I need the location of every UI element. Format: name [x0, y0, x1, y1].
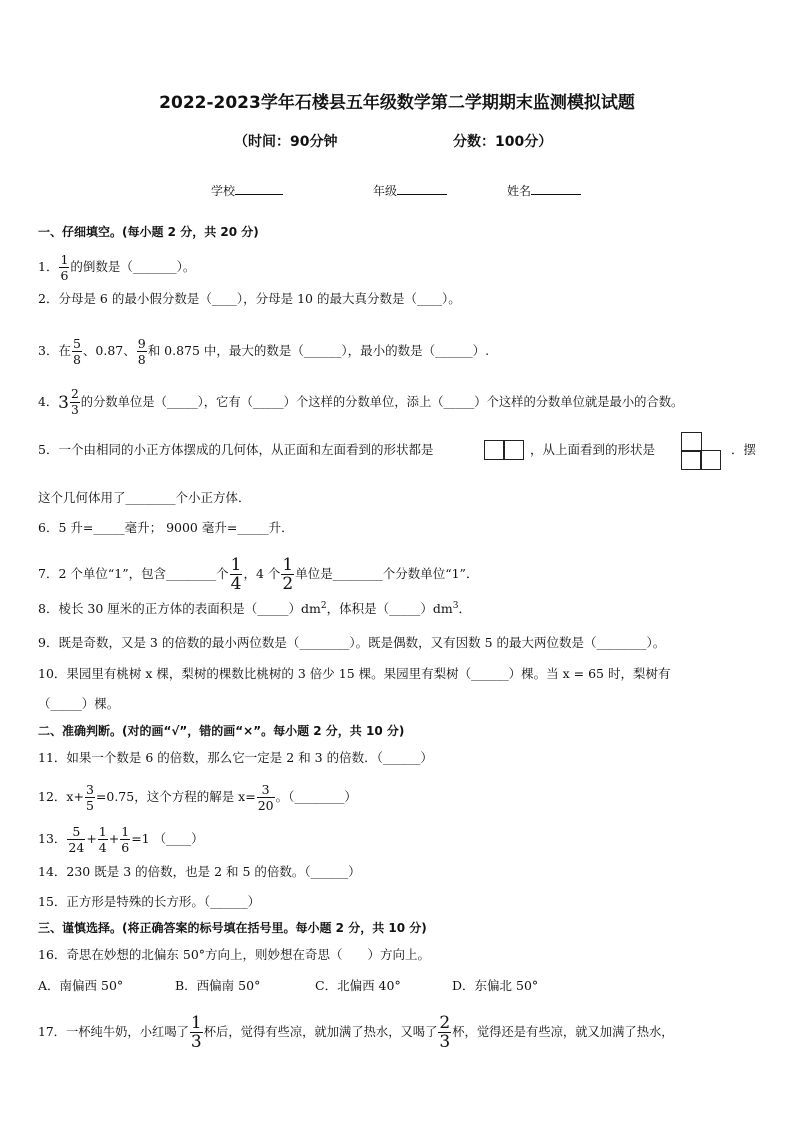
fraction: [70, 387, 80, 418]
question-7: [38, 556, 478, 593]
denominator: 6: [121, 840, 130, 855]
exponent: 3: [452, 601, 459, 611]
grade-blank[interactable]: [397, 182, 447, 195]
option-b[interactable]: B．西偏南 50°: [175, 978, 261, 993]
denominator: 3: [439, 1032, 451, 1052]
denominator: 5: [85, 798, 94, 813]
name-blank[interactable]: [531, 182, 581, 195]
question-8: [38, 596, 471, 619]
fraction: [67, 824, 85, 855]
fraction: [120, 824, 130, 855]
fraction: [230, 556, 243, 593]
question-5-end: ．摆: [731, 442, 757, 457]
operator: +: [86, 831, 97, 846]
option-d[interactable]: D．东偏北 50°: [452, 978, 539, 993]
front-view-figure: [484, 440, 524, 460]
numerator: 1: [98, 824, 107, 839]
exam-time: （时间：90分钟: [234, 134, 338, 150]
denominator: 2: [282, 574, 294, 594]
fraction: [190, 1014, 203, 1051]
question-5-line2: 这个几何体用了________个小正方体．: [38, 490, 251, 505]
question-text: 5．一个由相同的小正方体摆成的几何体，从正面和左面看到的形状都是: [38, 442, 434, 457]
question-number: 4．: [38, 395, 59, 409]
section-heading: 三、谨慎选择。(将正确答案的标号填在括号里。每小题 2 分，共 10 分): [38, 921, 427, 935]
question-5-line1: [38, 440, 433, 460]
question-text: ．: [458, 601, 472, 617]
question-3: [38, 336, 489, 367]
question-number: 1．: [38, 259, 59, 274]
numerator: 2: [70, 387, 79, 401]
fraction: [137, 336, 147, 367]
question-12: [38, 782, 357, 813]
question-14: 14．230 既是 3 的倍数，也是 2 和 5 的倍数。（______）: [38, 864, 361, 879]
question-13: [38, 824, 204, 855]
question-11: 11．如果一个数是 6 的倍数，那么它一定是 2 和 3 的倍数．（______）: [38, 750, 433, 765]
question-2: 2．分母是 6 的最小假分数是（____），分母是 10 的最大真分数是（____）。: [38, 291, 461, 306]
fraction: [98, 824, 108, 855]
exponent: 2: [320, 601, 327, 611]
school-label: 学校: [211, 184, 236, 198]
grade-field: [373, 182, 447, 199]
numerator: 5: [67, 824, 85, 840]
school-field: [211, 182, 283, 199]
fraction: [59, 252, 69, 283]
question-text: ，体积是（_____）dm: [326, 601, 453, 617]
question-number: 13．: [38, 831, 67, 846]
page-title: 2022-2023学年石楼县五年级数学第二学期期末监测模拟试题: [159, 93, 635, 113]
denominator: 4: [98, 840, 107, 855]
question-10-line2: （_____）棵。: [38, 696, 120, 711]
question-15: 15．正方形是特殊的长方形。（______）: [38, 894, 261, 909]
exam-score: 分数：100分）: [453, 134, 553, 150]
question-9: 9．既是奇数，又是 3 的倍数的最小两位数是（________）。既是偶数，又有因数 5 的最大两位数是（________）。: [38, 635, 666, 650]
numerator: 9: [137, 336, 146, 351]
question-text: =0.75，这个方程的解是 x=: [95, 789, 256, 804]
top-view-figure: [681, 432, 721, 470]
numerator: 2: [439, 1013, 451, 1033]
question-text: ，4 个: [243, 566, 281, 581]
denominator: 8: [137, 352, 146, 367]
section-heading: 一、仔细填空。(每小题 2 分，共 20 分): [38, 225, 259, 239]
question-text: 和 0.875 中，最大的数是（______），最小的数是（______）.: [147, 343, 490, 358]
question-text: 。（________）: [275, 789, 357, 804]
mixed-whole: 3: [58, 392, 69, 413]
denominator: 6: [60, 268, 69, 283]
question-text: 、0.87、: [82, 343, 136, 358]
question-text: =1 （____）: [131, 831, 204, 846]
numerator: 1: [282, 555, 294, 575]
numerator: 3: [257, 782, 275, 798]
question-text: 17．一杯纯牛奶，小红喝了: [38, 1025, 189, 1039]
denominator: 8: [72, 352, 81, 367]
fraction: [281, 556, 294, 593]
denominator: 3: [70, 403, 79, 417]
name-label: 姓名: [507, 184, 532, 198]
fraction: [85, 782, 95, 813]
school-blank[interactable]: [235, 182, 283, 195]
question-text: 杯，觉得还是有些凉，就又加满了热水，: [452, 1025, 674, 1039]
numerator: 1: [230, 555, 242, 575]
operator: +: [108, 831, 120, 846]
numerator: 1: [121, 824, 130, 839]
question-10-line1: 10．果园里有桃树 x 棵，梨树的棵数比桃树的 3 倍少 15 棵。果园里有梨树（______）棵。当 x = 65 时，梨树有: [38, 666, 671, 681]
denominator: 20: [257, 798, 274, 813]
question-text: 8．棱长 30 厘米的正方体的表面积是（_____）dm: [38, 601, 321, 617]
fraction: [257, 782, 275, 813]
question-text: 12．x+: [38, 789, 84, 804]
grade-label: 年级: [373, 184, 398, 198]
question-text: 7．2 个单位“1”，包含________个: [38, 566, 229, 581]
question-4: [38, 387, 683, 418]
section-heading: 二、准确判断。(对的画“√”，错的画“×”。每小题 2 分，共 10 分): [38, 724, 405, 738]
question-text: 单位是________个分数单位“1”．: [295, 566, 479, 581]
name-field: [507, 182, 581, 199]
question-16: 16．奇思在妙想的北偏东 50°方向上，则妙想在奇思（ ）方向上。: [38, 947, 431, 962]
question-number: 3．在: [38, 343, 71, 358]
question-5-mid: ，从上面看到的形状是: [530, 442, 656, 457]
option-c[interactable]: C．北偏西 40°: [315, 978, 401, 993]
option-a[interactable]: A．南偏西 50°: [38, 978, 124, 993]
denominator: 24: [68, 840, 85, 855]
question-text: 的倒数是（_______）。: [70, 259, 196, 274]
question-text: 杯后，觉得有些凉，就加满了热水，又喝了: [203, 1025, 438, 1039]
numerator: 3: [85, 782, 94, 797]
numerator: 1: [60, 252, 69, 267]
numerator: 1: [190, 1013, 202, 1033]
question-17: [38, 1014, 674, 1051]
fraction: [438, 1014, 451, 1051]
denominator: 3: [190, 1032, 202, 1052]
question-text: 的分数单位是（_____），它有（_____）个这样的分数单位，添上（_____）个这样的分数单位就是最小的合数。: [80, 395, 684, 409]
numerator: 5: [72, 336, 81, 351]
question-6: 6．5 升=_____毫升； 9000 毫升=_____升．: [38, 520, 294, 535]
denominator: 4: [230, 574, 242, 594]
fraction: [72, 336, 82, 367]
question-1: [38, 252, 195, 283]
